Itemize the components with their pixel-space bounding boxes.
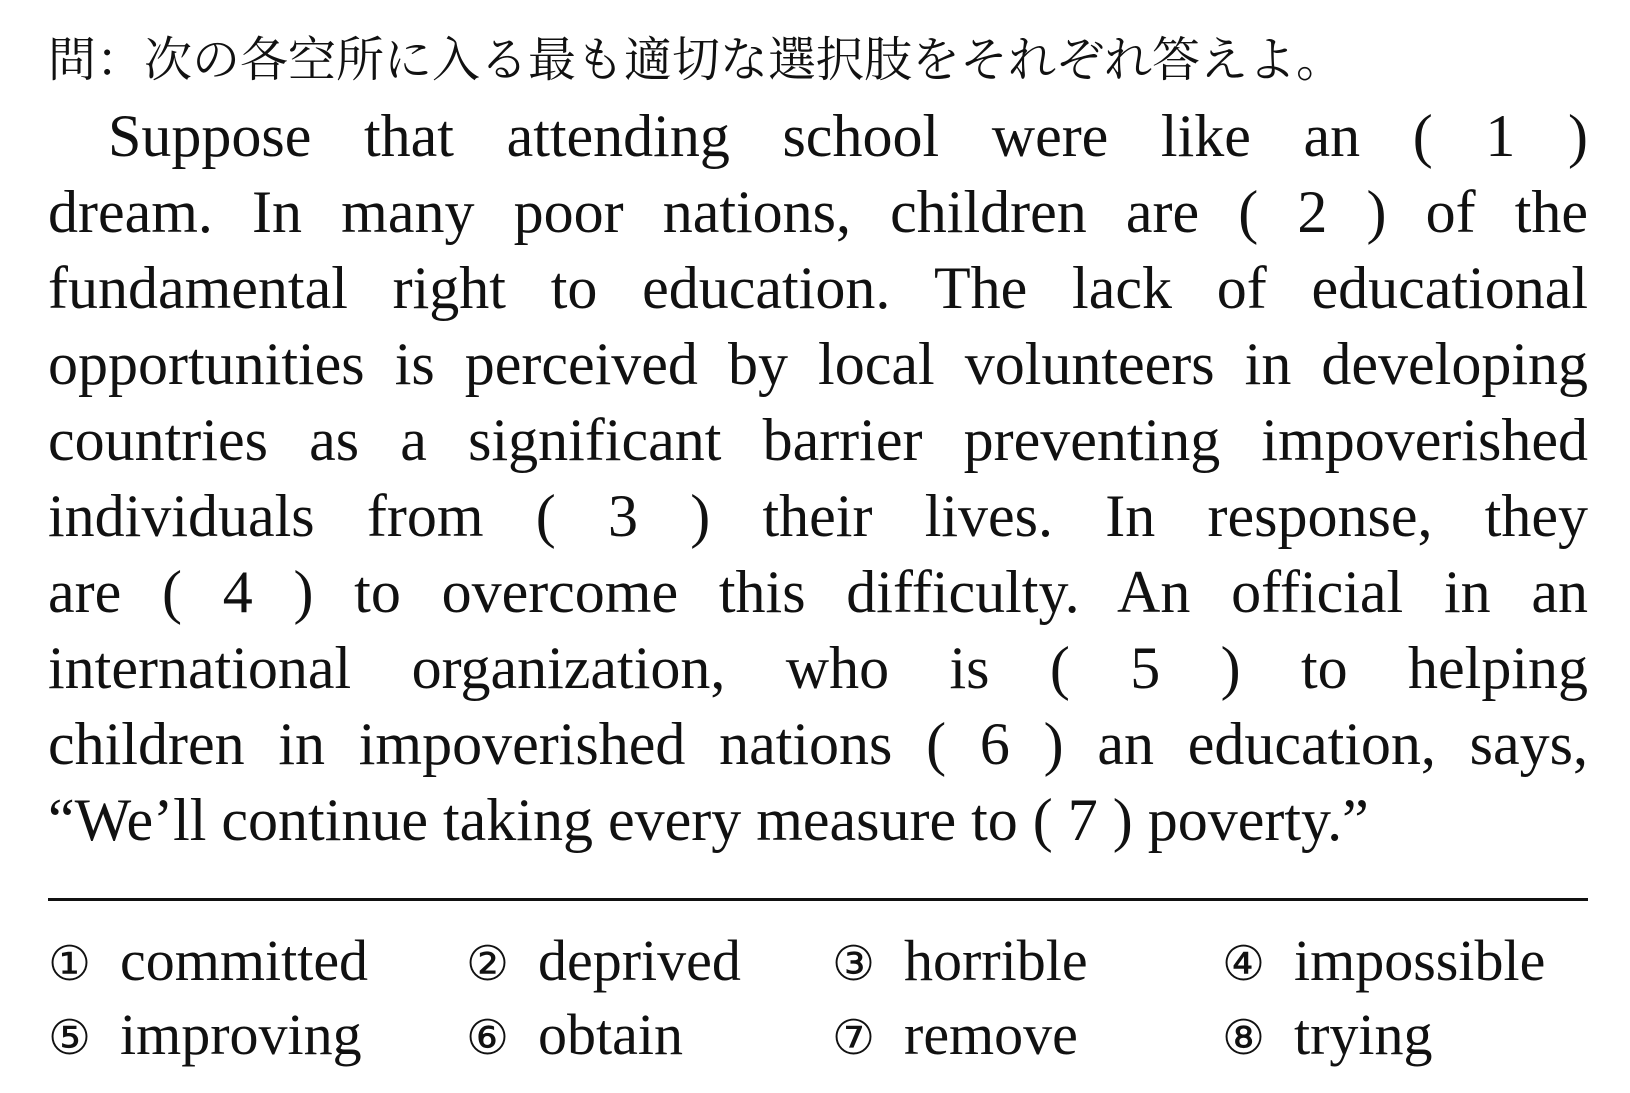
choice-item (466, 998, 683, 1075)
divider-rule (48, 898, 1588, 901)
choice-number: ⑥ (466, 1010, 510, 1066)
choice-word: obtain (538, 1002, 683, 1067)
choice-word: horrible (904, 928, 1088, 993)
exam-question (48, 22, 1588, 1067)
passage-line: fundamental right to education. The lack of educational (48, 255, 1588, 321)
passage (48, 98, 1588, 858)
passage-line: opportunities is perceived by local volunteers in developing (48, 331, 1588, 397)
choice-word: trying (1294, 1002, 1433, 1067)
choice-word: remove (904, 1002, 1078, 1067)
choice-number: ① (48, 936, 92, 992)
choice-number: ⑦ (832, 1010, 876, 1066)
passage-line: international organization, who is ( 5 ) to helping (48, 635, 1588, 701)
choice-number: ④ (1222, 936, 1266, 992)
choice-item (48, 924, 368, 1001)
choice-item (832, 998, 1078, 1075)
choice-word: deprived (538, 928, 741, 993)
choice-word: committed (120, 928, 369, 993)
passage-line: children in impoverished nations ( 6 ) an education, says, (48, 711, 1588, 777)
choice-row (48, 924, 1608, 998)
choice-item (466, 924, 741, 1001)
choice-number: ② (466, 936, 510, 992)
choice-word: improving (120, 1002, 362, 1067)
passage-line: individuals from ( 3 ) their lives. In response, they (48, 483, 1588, 549)
answer-choices (48, 924, 1608, 1072)
choice-number: ⑧ (1222, 1010, 1266, 1066)
choice-item (832, 924, 1088, 1001)
choice-item (1222, 998, 1433, 1075)
passage-line: “We’ll continue taking every measure to ( 7 ) poverty.” (48, 787, 1369, 853)
choice-number: ③ (832, 936, 876, 992)
choice-item (48, 998, 362, 1075)
passage-line: are ( 4 ) to overcome this difficulty. An official in an (48, 559, 1588, 625)
passage-line: Suppose that attending school were like an ( 1 ) (108, 103, 1588, 169)
choice-item (1222, 924, 1545, 1001)
passage-line: countries as a significant barrier preventing impoverished (48, 407, 1588, 473)
choice-word: impossible (1294, 928, 1546, 993)
question-prompt: 問：次の各空所に入る最も適切な選択肢をそれぞれ答えよ。 (48, 32, 1345, 88)
choice-number: ⑤ (48, 1010, 92, 1066)
passage-line: dream. In many poor nations, children are ( 2 ) of the (48, 179, 1588, 245)
choice-row (48, 998, 1608, 1072)
